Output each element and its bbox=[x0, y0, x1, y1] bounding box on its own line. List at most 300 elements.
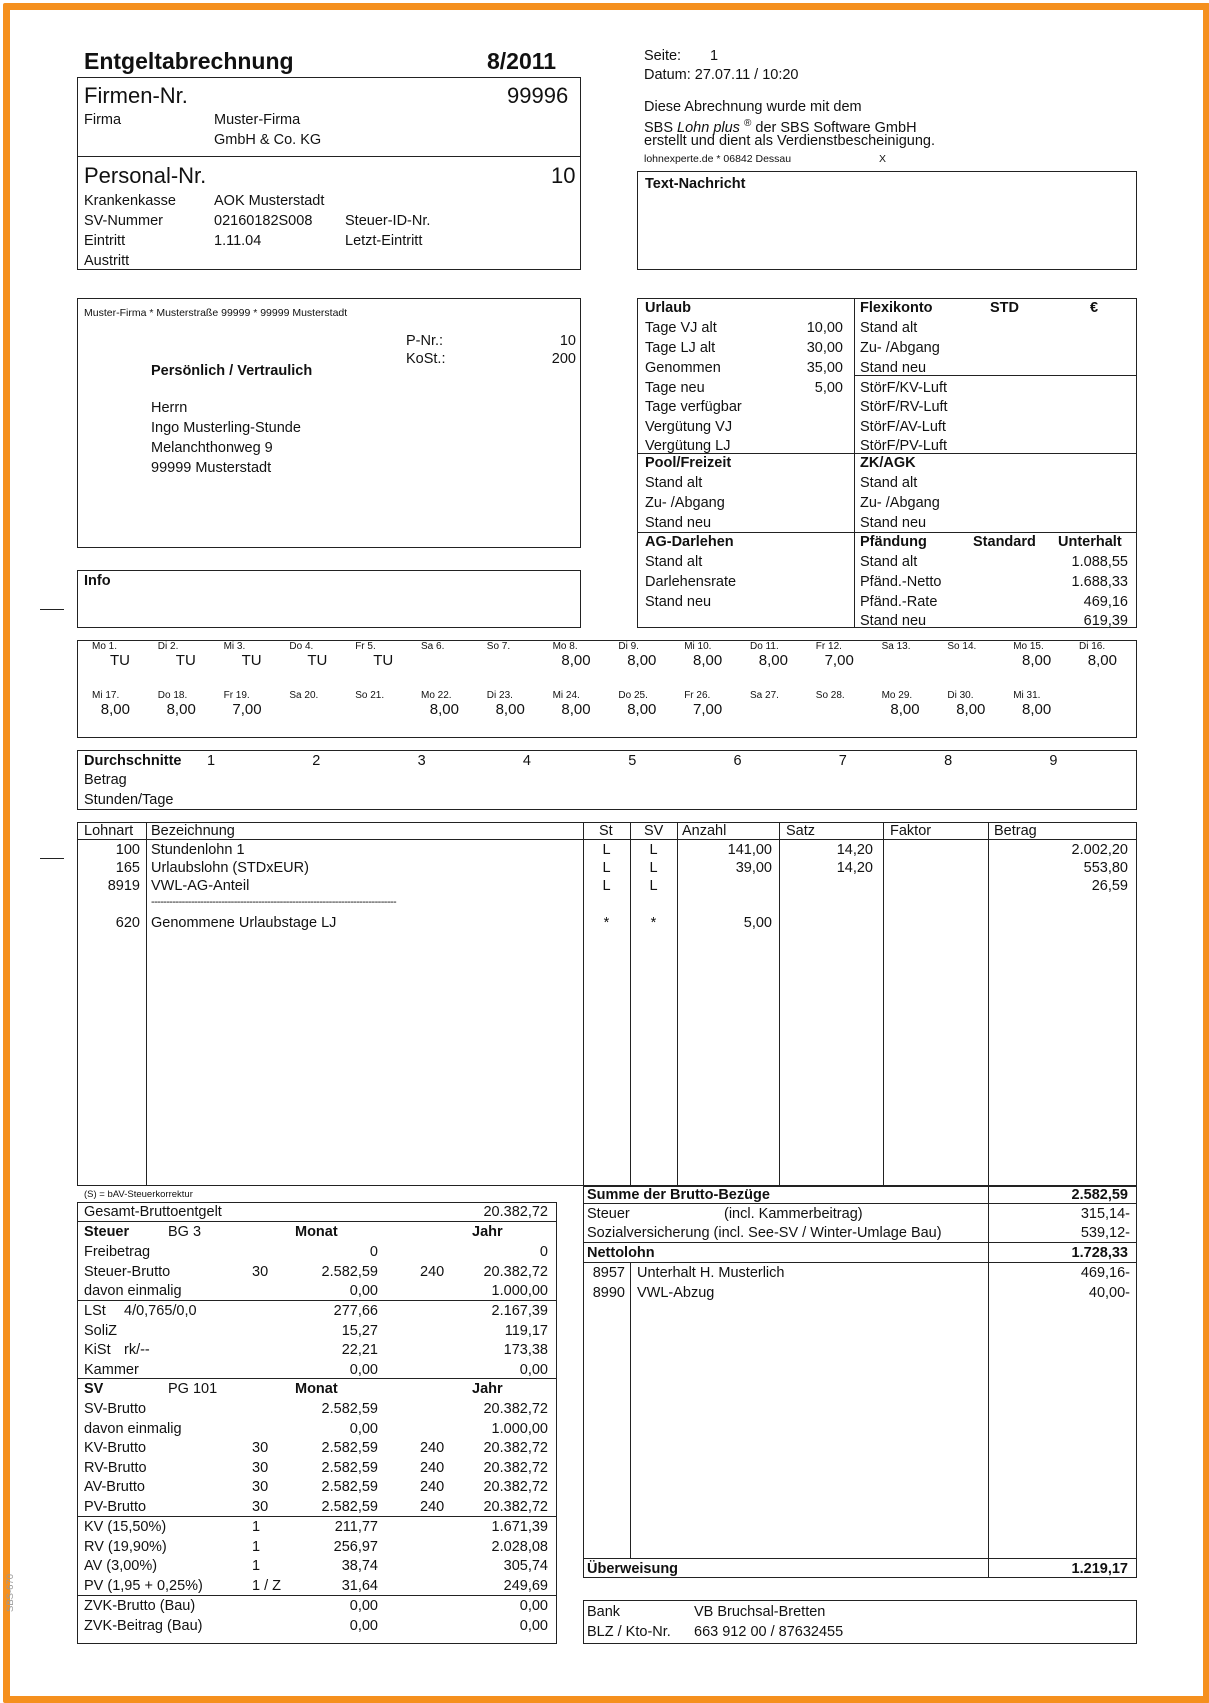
summary-label: davon einmalig bbox=[84, 1283, 182, 1299]
averages-stunden: Stunden/Tage bbox=[84, 792, 174, 808]
steuer-id-label: Steuer-ID-Nr. bbox=[345, 213, 431, 229]
wage-sv: L bbox=[649, 860, 658, 876]
company-number: 99996 bbox=[507, 83, 569, 108]
note-line-4: lohnexperte.de * 06842 Dessau bbox=[644, 153, 792, 165]
col-lohnart: Lohnart bbox=[84, 823, 134, 839]
document-title: Entgeltabrechnung bbox=[84, 48, 294, 74]
brutto-value: 2.582,59 bbox=[1071, 1187, 1128, 1203]
summary-year: 1.000,00 bbox=[491, 1420, 548, 1437]
divider bbox=[583, 1262, 1137, 1263]
wage-satz: 14,20 bbox=[836, 842, 873, 858]
extra-st: * bbox=[603, 915, 610, 931]
contribution-label: PV (1,95 + 0,25%) bbox=[84, 1577, 203, 1594]
summary-month: 2.582,59 bbox=[321, 1264, 378, 1280]
wage-anzahl: 141,00 bbox=[727, 842, 772, 858]
contribution-label: KV (15,50%) bbox=[84, 1519, 167, 1535]
wage-bezeichnung: VWL-AG-Anteil bbox=[151, 878, 250, 894]
urlaub-value: 5,00 bbox=[814, 380, 843, 396]
calendar-value: 8,00 bbox=[1021, 701, 1052, 718]
urlaub-label: Tage VJ alt bbox=[645, 320, 717, 336]
info-box bbox=[77, 570, 581, 628]
col-sv: SV bbox=[644, 823, 664, 839]
summary-year: 20.382,72 bbox=[483, 1401, 548, 1417]
steuer-label: Steuer bbox=[587, 1206, 630, 1222]
pfaendung-value: 1.088,55 bbox=[1071, 554, 1128, 570]
steuer-value: 315,14- bbox=[1080, 1206, 1130, 1222]
wage-lohnart: 8919 bbox=[107, 878, 140, 894]
extra-bez: Genommene Urlaubstage LJ bbox=[151, 915, 337, 931]
sender-line: Muster-Firma * Musterstraße 99999 * 99999 Musterstadt bbox=[84, 307, 348, 319]
summary-year: 0 bbox=[539, 1244, 548, 1260]
calendar-day: Do 25. bbox=[618, 690, 648, 701]
wage-lohnart: 100 bbox=[115, 842, 140, 858]
extra-anzahl: 5,00 bbox=[743, 915, 772, 931]
averages-column: 3 bbox=[417, 753, 426, 769]
calendar-value: TU bbox=[307, 652, 328, 669]
calendar-day: So 7. bbox=[486, 641, 511, 652]
tax-detail: rk/-- bbox=[124, 1342, 150, 1358]
summary-label: davon einmalig bbox=[84, 1420, 182, 1437]
contribution-year: 2.028,08 bbox=[491, 1538, 548, 1555]
steuer-heading: Steuer bbox=[84, 1224, 130, 1240]
calendar-day: Di 16. bbox=[1079, 641, 1106, 652]
krankenkasse-label: Krankenkasse bbox=[84, 193, 176, 209]
averages-column: 4 bbox=[522, 753, 531, 769]
summary-month: 0 bbox=[369, 1244, 378, 1260]
pfaendung-value: 1.688,33 bbox=[1071, 574, 1128, 590]
contribution-label: RV (19,90%) bbox=[84, 1538, 167, 1555]
flexi-row: Zu- /Abgang bbox=[860, 340, 940, 356]
net-col-line bbox=[988, 1186, 989, 1578]
sv-label: SV-Nummer bbox=[84, 213, 163, 229]
firma-label: Firma bbox=[84, 112, 122, 128]
recipient-city: 99999 Musterstadt bbox=[151, 460, 272, 476]
divider bbox=[77, 1300, 557, 1301]
deduction-value: 469,16- bbox=[1080, 1265, 1130, 1281]
contribution-month: 256,97 bbox=[333, 1538, 378, 1555]
divider bbox=[583, 1242, 1137, 1243]
summary-label: AV-Brutto bbox=[84, 1479, 145, 1495]
deduction-code: 8957 bbox=[592, 1265, 625, 1281]
summary-month: 0,00 bbox=[349, 1283, 378, 1299]
calendar-day: Sa 20. bbox=[289, 690, 319, 701]
calendar-day: Mo 15. bbox=[1013, 641, 1044, 652]
zk-row: Stand neu bbox=[860, 515, 927, 531]
eintritt-value: 1.11.04 bbox=[214, 233, 262, 249]
urlaub-label: Tage LJ alt bbox=[645, 340, 716, 356]
summary-year: 20.382,72 bbox=[483, 1440, 548, 1456]
col-faktor: Faktor bbox=[890, 823, 932, 839]
wage-sv: L bbox=[649, 878, 658, 894]
calendar-value: 8,00 bbox=[890, 701, 920, 718]
zvk-month: 0,00 bbox=[349, 1618, 378, 1634]
wages-col-line bbox=[883, 822, 884, 1186]
firma-name-2: GmbH & Co. KG bbox=[214, 132, 322, 148]
summary-days: 240 bbox=[420, 1459, 445, 1476]
bank-value: VB Bruchsal-Bretten bbox=[694, 1604, 826, 1620]
tax-month: 0,00 bbox=[349, 1361, 378, 1378]
flexi-row: StörF/PV-Luft bbox=[860, 438, 948, 454]
flexi-eur: € bbox=[1090, 300, 1099, 316]
wage-sv: L bbox=[649, 842, 658, 858]
pool-title: Pool/Freizeit bbox=[645, 455, 732, 471]
pfaendung-value: 619,39 bbox=[1083, 613, 1128, 629]
pool-row: Stand neu bbox=[645, 515, 712, 531]
tax-year: 2.167,39 bbox=[491, 1303, 548, 1319]
pfaendung-label: Stand neu bbox=[860, 613, 927, 629]
wage-bezeichnung: Stundenlohn 1 bbox=[151, 842, 245, 858]
page-number: 1 bbox=[710, 48, 719, 64]
calendar-day: Mo 1. bbox=[92, 641, 118, 652]
sv-monat: Monat bbox=[295, 1381, 338, 1397]
urlaub-label: Genommen bbox=[645, 360, 721, 376]
pool-row: Zu- /Abgang bbox=[645, 495, 725, 511]
sv-heading: SV bbox=[84, 1381, 104, 1397]
calendar-value: TU bbox=[373, 652, 394, 669]
note-line-1: Diese Abrechnung wurde mit dem bbox=[644, 99, 862, 115]
recipient-street: Melanchthonweg 9 bbox=[151, 440, 273, 456]
calendar-value: 7,00 bbox=[692, 701, 723, 718]
pfaendung-label: Pfänd.-Rate bbox=[860, 594, 938, 610]
summary-label: SV-Brutto bbox=[84, 1401, 147, 1417]
urlaub-value: 35,00 bbox=[806, 360, 843, 376]
netto-value: 1.728,33 bbox=[1071, 1245, 1128, 1261]
divider bbox=[77, 1516, 557, 1517]
contribution-code: 1 / Z bbox=[252, 1577, 282, 1594]
summary-days: 30 bbox=[252, 1440, 269, 1456]
contribution-month: 31,64 bbox=[341, 1577, 378, 1594]
calendar-day: Fr 5. bbox=[355, 641, 376, 652]
gesamt-value: 20.382,72 bbox=[483, 1204, 548, 1220]
deduction-label: Unterhalt H. Musterlich bbox=[637, 1265, 785, 1281]
summary-days: 240 bbox=[420, 1264, 445, 1280]
code-col-line bbox=[630, 1262, 631, 1558]
calendar-value: 8,00 bbox=[758, 652, 788, 669]
averages-column: 9 bbox=[1049, 753, 1058, 769]
calendar-value: 8,00 bbox=[495, 701, 525, 718]
wage-betrag: 553,80 bbox=[1083, 860, 1128, 876]
summary-label: Steuer-Brutto bbox=[84, 1264, 171, 1280]
flexi-row: Stand alt bbox=[860, 320, 918, 336]
wage-bezeichnung: Urlaubslohn (STDxEUR) bbox=[151, 860, 309, 876]
averages-box bbox=[77, 750, 1137, 810]
calendar-day: Sa 6. bbox=[421, 641, 445, 652]
calendar-day: Mi 31. bbox=[1013, 690, 1041, 701]
urlaub-label: Tage neu bbox=[645, 380, 705, 396]
leave-accounts-divider bbox=[854, 298, 855, 628]
calendar-value: TU bbox=[175, 652, 196, 669]
urlaub-value: 10,00 bbox=[806, 320, 843, 336]
darlehen-row: Darlehensrate bbox=[645, 574, 737, 590]
wages-col-line bbox=[146, 822, 147, 1186]
wage-st: L bbox=[602, 842, 611, 858]
calendar-day: Fr 12. bbox=[815, 641, 842, 652]
flexi-row: StörF/AV-Luft bbox=[860, 419, 946, 435]
contribution-code: 1 bbox=[252, 1519, 261, 1535]
calendar-day: Fr 19. bbox=[223, 690, 250, 701]
extra-lohnart: 620 bbox=[115, 915, 140, 931]
pnr-value: 10 bbox=[559, 333, 576, 349]
summary-month: 2.582,59 bbox=[321, 1440, 378, 1456]
wage-st: L bbox=[602, 860, 611, 876]
calendar-value: 8,00 bbox=[956, 701, 986, 718]
calendar-day: Di 30. bbox=[947, 690, 974, 701]
calendar-value: 8,00 bbox=[692, 652, 723, 669]
calendar-day: So 14. bbox=[947, 641, 977, 652]
calendar-value: 8,00 bbox=[561, 701, 591, 718]
calendar-day: Mi 10. bbox=[684, 641, 712, 652]
calendar-day: Fr 26. bbox=[684, 690, 711, 701]
brutto-label: Summe der Brutto-Bezüge bbox=[587, 1187, 770, 1203]
tax-label: LSt bbox=[84, 1303, 106, 1319]
calendar-value: TU bbox=[110, 652, 130, 669]
salutation: Herrn bbox=[151, 400, 188, 416]
wage-betrag: 26,59 bbox=[1091, 878, 1128, 894]
zk-row: Zu- /Abgang bbox=[860, 495, 940, 511]
zvk-year: 0,00 bbox=[519, 1618, 548, 1634]
tax-label: Kammer bbox=[84, 1361, 139, 1378]
calendar-value: 8,00 bbox=[561, 652, 591, 669]
urlaub-label: Vergütung LJ bbox=[645, 438, 731, 454]
averages-betrag: Betrag bbox=[84, 772, 127, 788]
letzt-eintritt-label: Letzt-Eintritt bbox=[345, 233, 423, 249]
steuer-note: (incl. Kammerbeitrag) bbox=[724, 1206, 863, 1222]
pfaendung-value: 469,16 bbox=[1083, 594, 1128, 610]
calendar-day: So 21. bbox=[355, 690, 385, 701]
calendar-value: 8,00 bbox=[429, 701, 459, 718]
deduction-value: 40,00- bbox=[1088, 1285, 1130, 1301]
tax-detail: 4/0,765/0,0 bbox=[124, 1303, 197, 1319]
calendar-day: Di 2. bbox=[157, 641, 179, 652]
calendar-value: 8,00 bbox=[1021, 652, 1052, 669]
summary-label: Freibetrag bbox=[84, 1244, 151, 1260]
sv-value: 02160182S008 bbox=[214, 213, 313, 229]
message-label: Text-Nachricht bbox=[645, 176, 746, 192]
contribution-code: 1 bbox=[252, 1538, 261, 1555]
transfer-label: Überweisung bbox=[587, 1561, 679, 1577]
page-label: Seite: bbox=[644, 48, 682, 64]
transfer-value: 1.219,17 bbox=[1071, 1561, 1128, 1577]
flexi-row: Stand neu bbox=[860, 360, 927, 376]
pfaendung-label: Pfänd.-Netto bbox=[860, 574, 942, 590]
krankenkasse-value: AOK Musterstadt bbox=[214, 193, 325, 209]
fold-mark bbox=[40, 609, 64, 610]
sv-jahr: Jahr bbox=[472, 1381, 503, 1397]
wage-st: L bbox=[602, 878, 611, 894]
summary-days: 30 bbox=[252, 1459, 269, 1476]
company-divider bbox=[77, 156, 581, 157]
tax-year: 119,17 bbox=[504, 1322, 548, 1339]
darlehen-row: Stand neu bbox=[645, 594, 712, 610]
calendar-value: 8,00 bbox=[627, 701, 657, 718]
steuer-bg: BG 3 bbox=[168, 1224, 202, 1240]
urlaub-label: Tage verfügbar bbox=[645, 399, 742, 415]
bank-label: Bank bbox=[587, 1604, 621, 1620]
tax-year: 0,00 bbox=[519, 1361, 548, 1378]
gesamt-label: Gesamt-Bruttoentgelt bbox=[84, 1204, 222, 1220]
summary-month: 2.582,59 bbox=[321, 1498, 378, 1515]
print-date: Datum: 27.07.11 / 10:20 bbox=[644, 67, 799, 83]
averages-column: 7 bbox=[838, 753, 847, 769]
calendar-value: 7,00 bbox=[232, 701, 262, 718]
summary-days: 240 bbox=[420, 1479, 445, 1495]
netto-label: Nettolohn bbox=[587, 1245, 655, 1261]
summary-year: 20.382,72 bbox=[483, 1479, 548, 1495]
calendar-day: Do 4. bbox=[289, 641, 314, 652]
pfaendung-unterhalt: Unterhalt bbox=[1058, 534, 1122, 550]
col-anzahl: Anzahl bbox=[682, 823, 727, 839]
urlaub-value: 30,00 bbox=[806, 340, 843, 356]
blz-label: BLZ / Kto-Nr. bbox=[587, 1624, 671, 1640]
averages-column: 6 bbox=[733, 753, 742, 769]
averages-column: 1 bbox=[207, 753, 216, 769]
contribution-code: 1 bbox=[252, 1558, 261, 1574]
contribution-year: 1.671,39 bbox=[491, 1519, 548, 1535]
calendar-day: Mo 8. bbox=[552, 641, 578, 652]
personal-label: Personal-Nr. bbox=[84, 163, 207, 188]
zvk-year: 0,00 bbox=[519, 1598, 548, 1614]
calendar-day: Do 11. bbox=[750, 641, 779, 652]
note-line-2: SBS Lohn plus ® der SBS Software GmbH bbox=[644, 118, 917, 136]
personal-number: 10 bbox=[551, 163, 576, 188]
summary-days: 30 bbox=[252, 1264, 269, 1280]
calendar-day: Mi 24. bbox=[552, 690, 580, 701]
summary-year: 20.382,72 bbox=[483, 1264, 548, 1280]
darlehen-row: Stand alt bbox=[645, 554, 703, 570]
averages-title: Durchschnitte bbox=[84, 753, 182, 769]
calendar-value: 8,00 bbox=[1087, 652, 1117, 669]
contribution-month: 211,77 bbox=[334, 1519, 378, 1535]
company-label: Firmen-Nr. bbox=[84, 83, 188, 108]
divider bbox=[77, 1221, 557, 1222]
kost-value: 200 bbox=[551, 351, 576, 367]
steuer-monat: Monat bbox=[295, 1224, 338, 1240]
col-st: St bbox=[599, 823, 613, 839]
calendar-day: Do 18. bbox=[157, 690, 188, 701]
wage-betrag: 2.002,20 bbox=[1071, 842, 1128, 858]
calendar-day: Di 23. bbox=[486, 690, 513, 701]
sv-pg: PG 101 bbox=[168, 1381, 218, 1397]
pool-row: Stand alt bbox=[645, 475, 703, 491]
kost-label: KoSt.: bbox=[406, 351, 446, 367]
tax-year: 173,38 bbox=[503, 1342, 548, 1358]
tax-month: 277,66 bbox=[333, 1303, 378, 1319]
tax-label: KiSt bbox=[84, 1342, 111, 1358]
sozial-label: Sozialversicherung (incl. See-SV / Winter-Umlage Bau) bbox=[587, 1225, 942, 1241]
col-satz: Satz bbox=[786, 823, 816, 839]
summary-year: 20.382,72 bbox=[483, 1459, 548, 1476]
eintritt-label: Eintritt bbox=[84, 233, 126, 249]
summary-days: 240 bbox=[420, 1498, 445, 1515]
calendar-day: Mo 22. bbox=[421, 690, 452, 701]
contribution-label: AV (3,00%) bbox=[84, 1558, 158, 1574]
urlaub-title: Urlaub bbox=[645, 300, 691, 316]
calendar-value: 8,00 bbox=[166, 701, 196, 718]
zk-title: ZK/AGK bbox=[860, 455, 916, 471]
zvk-label: ZVK-Brutto (Bau) bbox=[84, 1598, 196, 1614]
flexi-row: StörF/RV-Luft bbox=[860, 399, 948, 415]
averages-column: 2 bbox=[312, 753, 321, 769]
averages-column: 5 bbox=[628, 753, 637, 769]
calendar-day: Sa 13. bbox=[881, 641, 911, 652]
period: 8/2011 bbox=[487, 48, 557, 74]
tax-month: 15,27 bbox=[341, 1322, 378, 1339]
recipient-name: Ingo Musterling-Stunde bbox=[151, 420, 301, 436]
averages-column: 8 bbox=[944, 753, 953, 769]
austritt-label: Austritt bbox=[84, 253, 130, 269]
calendar-value: 7,00 bbox=[824, 652, 854, 669]
calendar-day: Di 9. bbox=[618, 641, 639, 652]
wage-lohnart: 165 bbox=[115, 860, 140, 876]
wages-col-line bbox=[677, 822, 678, 1186]
wage-satz: 14,20 bbox=[836, 860, 873, 876]
calendar-day: So 28. bbox=[815, 690, 845, 701]
pnr-label: P-Nr.: bbox=[406, 333, 444, 349]
deduction-code: 8990 bbox=[592, 1285, 625, 1301]
steuer-jahr: Jahr bbox=[472, 1224, 503, 1240]
pfaendung-standard: Standard bbox=[973, 534, 1036, 550]
summary-month: 0,00 bbox=[349, 1420, 378, 1437]
note-marker: X bbox=[879, 153, 887, 165]
urlaub-label: Vergütung VJ bbox=[645, 419, 733, 435]
info-label: Info bbox=[84, 573, 111, 589]
divider bbox=[583, 1558, 1137, 1559]
wages-separator: -------------------------------------------------------------------------------- bbox=[151, 896, 397, 908]
contribution-month: 38,74 bbox=[341, 1558, 378, 1574]
summary-label: KV-Brutto bbox=[84, 1440, 147, 1456]
summary-month: 2.582,59 bbox=[321, 1401, 378, 1417]
calendar-value: 8,00 bbox=[100, 701, 130, 718]
zk-row: Stand alt bbox=[860, 475, 918, 491]
calendar-day: Sa 27. bbox=[750, 690, 779, 701]
pfaendung-label: Stand alt bbox=[860, 554, 918, 570]
flexi-row: StörF/KV-Luft bbox=[860, 380, 948, 396]
calendar-day: Mi 17. bbox=[92, 690, 120, 701]
calendar-value: TU bbox=[241, 652, 262, 669]
flexi-std: STD bbox=[990, 300, 1019, 316]
divider bbox=[77, 1595, 557, 1596]
calendar-value: 8,00 bbox=[627, 652, 657, 669]
contribution-year: 249,69 bbox=[503, 1577, 548, 1594]
summary-month: 2.582,59 bbox=[321, 1479, 378, 1495]
tax-month: 22,21 bbox=[341, 1342, 378, 1358]
zvk-label: ZVK-Beitrag (Bau) bbox=[84, 1618, 203, 1634]
col-betrag: Betrag bbox=[994, 823, 1037, 839]
calendar-day: Mo 29. bbox=[881, 690, 913, 701]
bav-note: (S) = bAV-Steuerkorrektur bbox=[84, 1189, 193, 1200]
note-line-3: erstellt und dient als Verdienstbescheinigung. bbox=[644, 133, 935, 149]
tax-label: SoliZ bbox=[84, 1322, 118, 1339]
contribution-year: 305,74 bbox=[503, 1558, 548, 1574]
calendar-day: Mi 3. bbox=[223, 641, 246, 652]
firma-name-1: Muster-Firma bbox=[214, 112, 301, 128]
summary-month: 2.582,59 bbox=[321, 1459, 378, 1476]
zvk-month: 0,00 bbox=[349, 1598, 378, 1614]
flexi-title: Flexikonto bbox=[860, 300, 933, 316]
wages-col-line bbox=[988, 822, 989, 1186]
deduction-label: VWL-Abzug bbox=[637, 1285, 715, 1301]
summary-label: RV-Brutto bbox=[84, 1459, 147, 1476]
col-bezeichnung: Bezeichnung bbox=[151, 823, 235, 839]
extra-sv: * bbox=[650, 915, 657, 931]
blz-value: 663 912 00 / 87632455 bbox=[694, 1624, 844, 1640]
pfaendung-title: Pfändung bbox=[860, 534, 927, 550]
summary-days: 30 bbox=[252, 1479, 269, 1495]
sozial-value: 539,12- bbox=[1080, 1225, 1130, 1241]
side-code: SBS-670 bbox=[5, 1573, 16, 1612]
summary-days: 30 bbox=[252, 1498, 269, 1515]
darlehen-title: AG-Darlehen bbox=[645, 534, 734, 550]
